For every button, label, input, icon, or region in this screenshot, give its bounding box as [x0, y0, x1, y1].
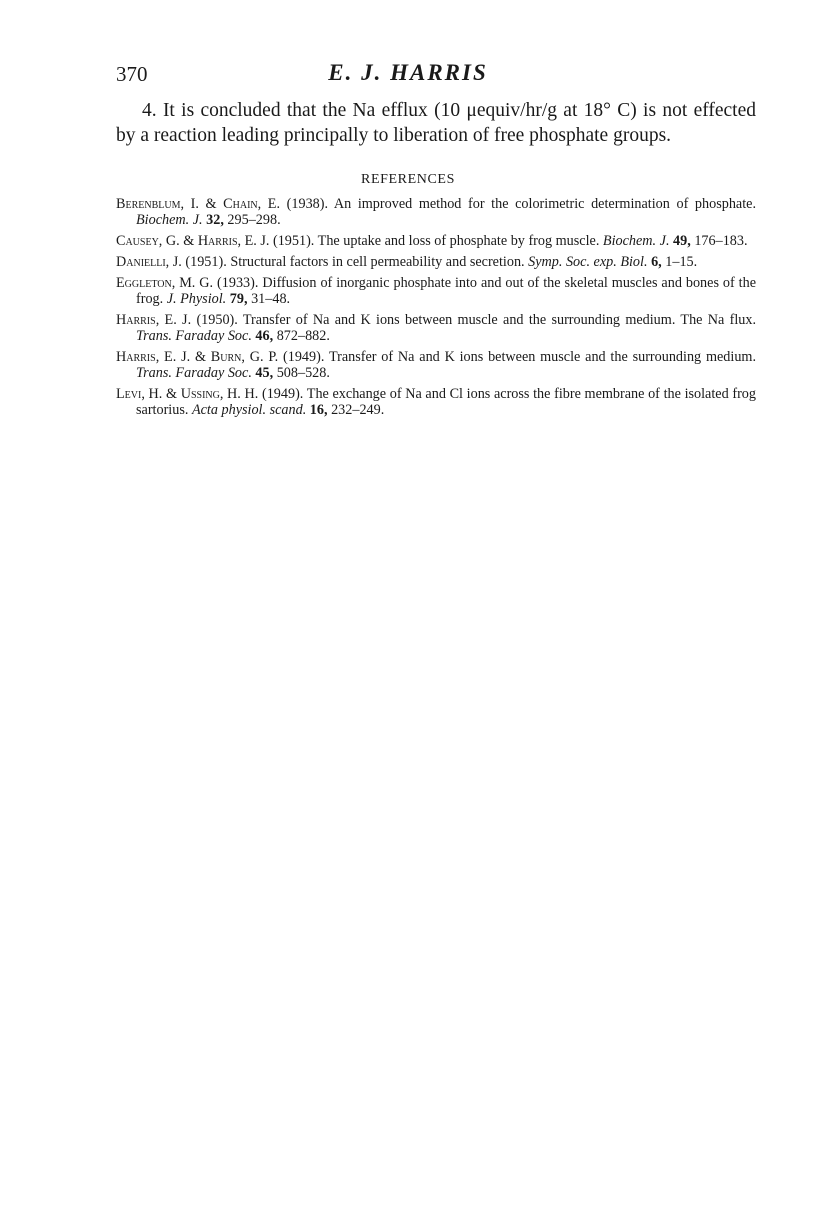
ref-journal: Symp. Soc. exp. Biol. [528, 254, 648, 270]
ref-authors: Harris, E. J. [116, 312, 192, 328]
ref-authors: Danielli, J. [116, 254, 182, 270]
reference-item [116, 233, 756, 249]
ref-journal: J. Physiol. [166, 291, 227, 307]
references-list [116, 196, 756, 423]
ref-journal: Biochem. J. [136, 212, 203, 228]
ref-title: Diffusion of inorganic phosphate into and out of the skeletal muscles and bones of the frog. [136, 275, 757, 307]
reference-item [116, 349, 756, 381]
conclusion-number: 4. [142, 100, 157, 121]
ref-volume: 6, [651, 254, 662, 270]
references-heading: REFERENCES [361, 172, 455, 187]
running-head: E. J. HARRIS [328, 60, 488, 85]
ref-volume: 49, [673, 233, 691, 249]
ref-pages: 232–249. [331, 402, 385, 418]
ref-title: Transfer of Na and K ions between muscle and the surrounding medium. The Na flux. [242, 312, 757, 328]
ref-journal: Trans. Faraday Soc. [136, 328, 252, 344]
ref-year: (1933). [217, 275, 259, 291]
ref-journal: Biochem. J. [602, 233, 670, 249]
ref-journal: Trans. Faraday Soc. [136, 365, 252, 381]
reference-item [116, 275, 756, 307]
ref-pages: 31–48. [251, 291, 291, 307]
ref-year: (1950). [196, 312, 238, 328]
ref-title: Transfer of Na and K ions between muscle and the surrounding medium. [328, 349, 756, 365]
ref-pages: 176–183. [694, 233, 748, 249]
ref-pages: 508–528. [276, 365, 330, 381]
reference-item [116, 312, 756, 344]
ref-title: The uptake and loss of phosphate by frog muscle. [317, 233, 600, 249]
ref-authors: Causey, G. & Harris, E. J. [116, 233, 270, 249]
reference-item [116, 196, 756, 228]
ref-year: (1949). [283, 349, 325, 365]
ref-year: (1938). [286, 196, 329, 212]
ref-pages: 872–882. [276, 328, 330, 344]
ref-journal: Acta physiol. scand. [191, 402, 307, 418]
ref-title: The exchange of Na and Cl ions across the fibre membrane of the isolated frog sartorius. [136, 386, 756, 418]
ref-volume: 45, [255, 365, 274, 381]
ref-pages: 295–298. [227, 212, 281, 228]
ref-authors: Eggleton, M. G. [116, 275, 214, 291]
ref-title: Structural factors in cell permeability and secretion. [230, 254, 525, 270]
ref-authors: Harris, E. J. & Burn, G. P. [116, 349, 279, 365]
ref-authors: Levi, H. & Ussing, H. H. [116, 386, 259, 402]
conclusion-text: It is concluded that the Na efflux (10 μequiv/hr/g at 18° C) is not effected by a reaction leading principally to liberation of free phosphate groups. [116, 100, 756, 146]
ref-year: (1951). [185, 254, 227, 270]
ref-volume: 79, [229, 291, 248, 307]
ref-year: (1949). [261, 386, 304, 402]
ref-authors: Berenblum, I. & Chain, E. [116, 196, 281, 212]
ref-year: (1951). [272, 233, 315, 249]
ref-title: An improved method for the colorimetric determination of phosphate. [333, 196, 756, 212]
ref-volume: 16, [309, 402, 328, 418]
reference-item [116, 386, 756, 418]
conclusion-paragraph [116, 98, 756, 148]
ref-pages: 1–15. [665, 254, 698, 270]
page-number: 370 [116, 62, 148, 86]
ref-volume: 32, [206, 212, 224, 228]
reference-item [116, 254, 756, 270]
ref-volume: 46, [255, 328, 274, 344]
